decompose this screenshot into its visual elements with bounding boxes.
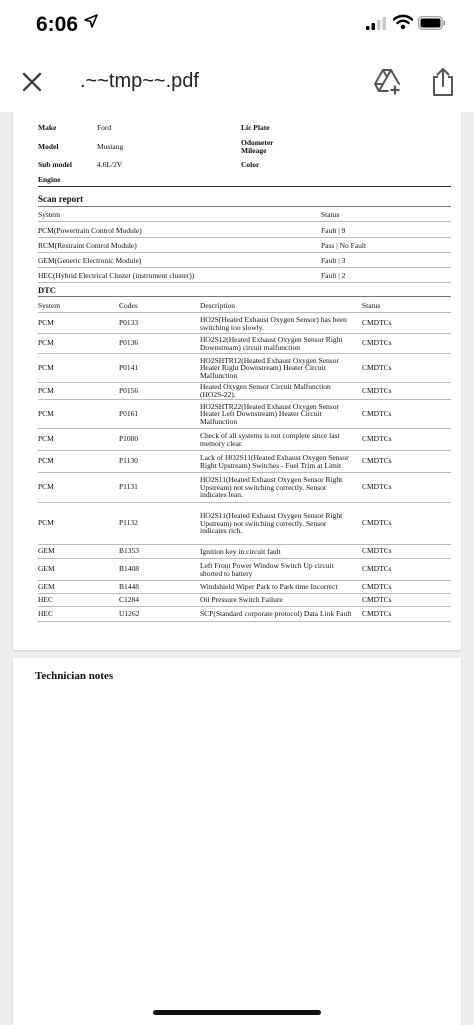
dtc-row-description: Upstream) not switching correctly. Sensor	[200, 482, 327, 492]
battery-icon	[418, 16, 446, 30]
dtc-row-status: CMDTCs	[362, 318, 392, 327]
dtc-row-code: P1131	[119, 482, 138, 491]
dtc-row-description: HO2S12(Heated Exhaust Oxygen Sensor Right	[200, 334, 343, 344]
dtc-row-code: P1130	[119, 456, 138, 465]
table-rule	[38, 312, 451, 313]
technician-notes-heading: Technician notes	[35, 670, 114, 682]
table-rule	[38, 502, 451, 503]
home-indicator[interactable]	[153, 1010, 321, 1015]
dtc-row-description: Ignition key in circuit fault	[200, 546, 281, 556]
dtc-row-code: P0133	[119, 318, 139, 327]
table-rule	[38, 399, 451, 400]
section-divider	[38, 186, 451, 187]
dtc-row-description: HO2S11(Heated Exhaust Oxygen Sensor Right	[200, 475, 343, 485]
cellular-signal-icon	[366, 17, 386, 30]
close-icon[interactable]	[18, 68, 46, 96]
scan-col-system: System	[38, 210, 61, 219]
add-to-drive-icon[interactable]	[372, 67, 402, 97]
scan-row-system: PCM(Powertrain Control Module)	[38, 226, 142, 235]
table-rule	[38, 353, 451, 354]
lic-plate-label: Lic Plate	[241, 123, 270, 132]
scan-row-status: Pass | No Fault	[321, 241, 367, 250]
dtc-row-description: Left Front Power Window Switch Up circuit	[200, 560, 334, 570]
dtc-row-description: switching too slowly.	[200, 322, 264, 332]
table-rule	[38, 237, 451, 238]
table-rule	[38, 621, 451, 622]
dtc-row-status: CMDTCs	[362, 581, 392, 591]
dtc-row-code: P1132	[119, 518, 138, 527]
scan-row-system: RCM(Restraint Control Module)	[38, 241, 137, 250]
make-value: Ford	[97, 123, 112, 132]
dtc-row-description: shorted to battery	[200, 568, 253, 578]
table-rule	[38, 558, 451, 559]
table-rule	[38, 206, 451, 207]
dtc-row-description: Upstream) not switching correctly. Sensor	[200, 518, 327, 528]
dtc-row-description: Malfunction	[200, 370, 238, 380]
scan-report-heading: Scan report	[38, 194, 84, 204]
dtc-row-code: P0156	[119, 385, 139, 395]
dtc-row-description: Downstream) circuit malfunction	[200, 342, 300, 352]
dtc-row-system: GEM	[38, 564, 55, 573]
dtc-row-status: CMDTCs	[362, 434, 392, 443]
dtc-row-description: Check of all systems is not complete since last	[200, 430, 340, 440]
dtc-row-code: P0161	[119, 408, 139, 418]
dtc-row-description: Heated Oxygen Sensor Circuit Malfunction	[200, 382, 331, 392]
dtc-row-status: CMDTCs	[362, 456, 392, 465]
model-label: Model	[38, 142, 59, 151]
share-icon[interactable]	[428, 66, 458, 98]
dtc-row-description: HO2S11(Heated Exhaust Oxygen Sensor Right	[200, 511, 343, 521]
location-arrow-icon	[84, 14, 98, 28]
dtc-row-code: P1000	[119, 434, 139, 443]
dtc-row-system: PCM	[38, 385, 54, 395]
dtc-row-system: PCM	[38, 482, 54, 491]
table-rule	[38, 450, 451, 451]
wifi-icon	[393, 14, 413, 30]
dtc-row-description: Heater Right Downstream) Heater Circuit	[200, 363, 326, 373]
dtc-row-description: indicates rich.	[200, 526, 243, 536]
dtc-row-system: PCM	[38, 408, 54, 418]
submodel-value: 4.6L/2V	[97, 160, 123, 169]
dtc-row-description: Right Upstream) Switches - Fuel Trim at Limit	[200, 460, 342, 470]
dtc-row-status: CMDTCs	[362, 546, 392, 555]
model-value: Mustang	[97, 142, 124, 151]
dtc-row-description: SCP(Standard corporate protocol) Data Link Fault	[200, 609, 352, 619]
pdf-page-2[interactable]	[13, 658, 461, 1025]
table-rule	[38, 221, 451, 222]
dtc-row-status: CMDTCs	[362, 338, 392, 347]
dtc-row-description: memory clear.	[200, 438, 243, 448]
table-rule	[38, 252, 451, 253]
status-time: 6:06	[36, 13, 79, 36]
dtc-row-code: P0136	[119, 338, 139, 347]
table-rule	[38, 428, 451, 429]
status-bar	[0, 0, 474, 52]
dtc-row-description: HO2SHTR12(Heated Exhaust Oxygen Sensor	[200, 355, 339, 365]
dtc-row-description: Windshield Wiper Park to Park time Incorrect	[200, 582, 338, 592]
table-rule	[38, 333, 451, 334]
scan-row-status: Fault | 2	[321, 271, 346, 280]
table-rule	[38, 282, 451, 283]
dtc-row-status: CMDTCs	[362, 482, 392, 491]
dtc-row-code: U1262	[119, 608, 140, 618]
viewer-header	[0, 52, 474, 112]
dtc-row-status: CMDTCs	[362, 564, 392, 573]
dtc-row-status: CMDTCs	[362, 362, 392, 372]
dtc-col-status: Status	[362, 301, 381, 310]
dtc-row-code: C1284	[119, 594, 140, 604]
dtc-row-code: B1353	[119, 546, 140, 555]
make-label: Make	[38, 123, 57, 132]
dtc-col-codes: Codes	[119, 301, 138, 310]
dtc-row-status: CMDTCs	[362, 608, 392, 618]
dtc-row-system: PCM	[38, 362, 54, 372]
dtc-row-description: HO2SHTR22(Heated Exhaust Oxygen Sensor	[200, 401, 339, 411]
dtc-row-description: Malfunction	[200, 416, 238, 426]
dtc-row-code: P0141	[119, 362, 139, 372]
dtc-row-description: HO2S(Heated Exhaust Oxygen Sensor) has been	[200, 314, 347, 324]
dtc-row-code: B1448	[119, 581, 140, 591]
scan-row-system: HEC(Hybrid Electrical Cluster (instrument cluster))	[38, 271, 195, 280]
dtc-row-system: PCM	[38, 318, 54, 327]
dtc-row-status: CMDTCs	[362, 408, 392, 418]
odometer-label: Odometer	[241, 138, 274, 147]
dtc-row-description: Lack of HO2S11(Heated Exhaust Oxygen Sensor	[200, 452, 349, 462]
dtc-col-system: System	[38, 301, 61, 310]
table-rule	[38, 606, 451, 607]
dtc-row-status: CMDTCs	[362, 385, 392, 395]
dtc-row-system: HEC	[38, 608, 53, 618]
dtc-row-system: HEC	[38, 594, 53, 604]
table-rule	[38, 296, 451, 297]
table-rule	[38, 267, 451, 268]
dtc-row-status: CMDTCs	[362, 594, 392, 604]
pdf-page-1[interactable]	[13, 112, 461, 650]
dtc-row-system: GEM	[38, 546, 55, 555]
mileage-label: Mileage	[241, 146, 267, 155]
color-label: Color	[241, 160, 260, 169]
dtc-row-system: PCM	[38, 338, 54, 347]
dtc-row-description: Heater Left Downstream) Heater Circuit	[200, 409, 322, 419]
dtc-row-status: CMDTCs	[362, 518, 392, 527]
scan-col-status: Status	[321, 210, 340, 219]
dtc-heading: DTC	[38, 285, 56, 295]
table-rule	[38, 544, 451, 545]
dtc-row-system: PCM	[38, 518, 54, 527]
scan-row-status: Fault | 9	[321, 226, 346, 235]
dtc-row-system: PCM	[38, 456, 54, 465]
dtc-col-description: Description	[200, 301, 235, 310]
dtc-row-description: (HO2S-22).	[200, 390, 236, 399]
table-rule	[38, 472, 451, 473]
scan-row-status: Fault | 3	[321, 256, 346, 265]
file-title: .~~tmp~~.pdf	[80, 70, 199, 92]
scan-row-system: GEM(Generic Electronic Module)	[38, 256, 142, 265]
dtc-row-system: PCM	[38, 434, 54, 443]
dtc-row-description: Oil Pressure Switch Failure	[200, 595, 283, 605]
dtc-row-description: indicates lean.	[200, 490, 243, 500]
submodel-label: Sub model	[38, 160, 72, 169]
dtc-row-system: GEM	[38, 581, 55, 591]
dtc-row-code: B1408	[119, 564, 140, 573]
engine-label: Engine	[38, 175, 61, 184]
